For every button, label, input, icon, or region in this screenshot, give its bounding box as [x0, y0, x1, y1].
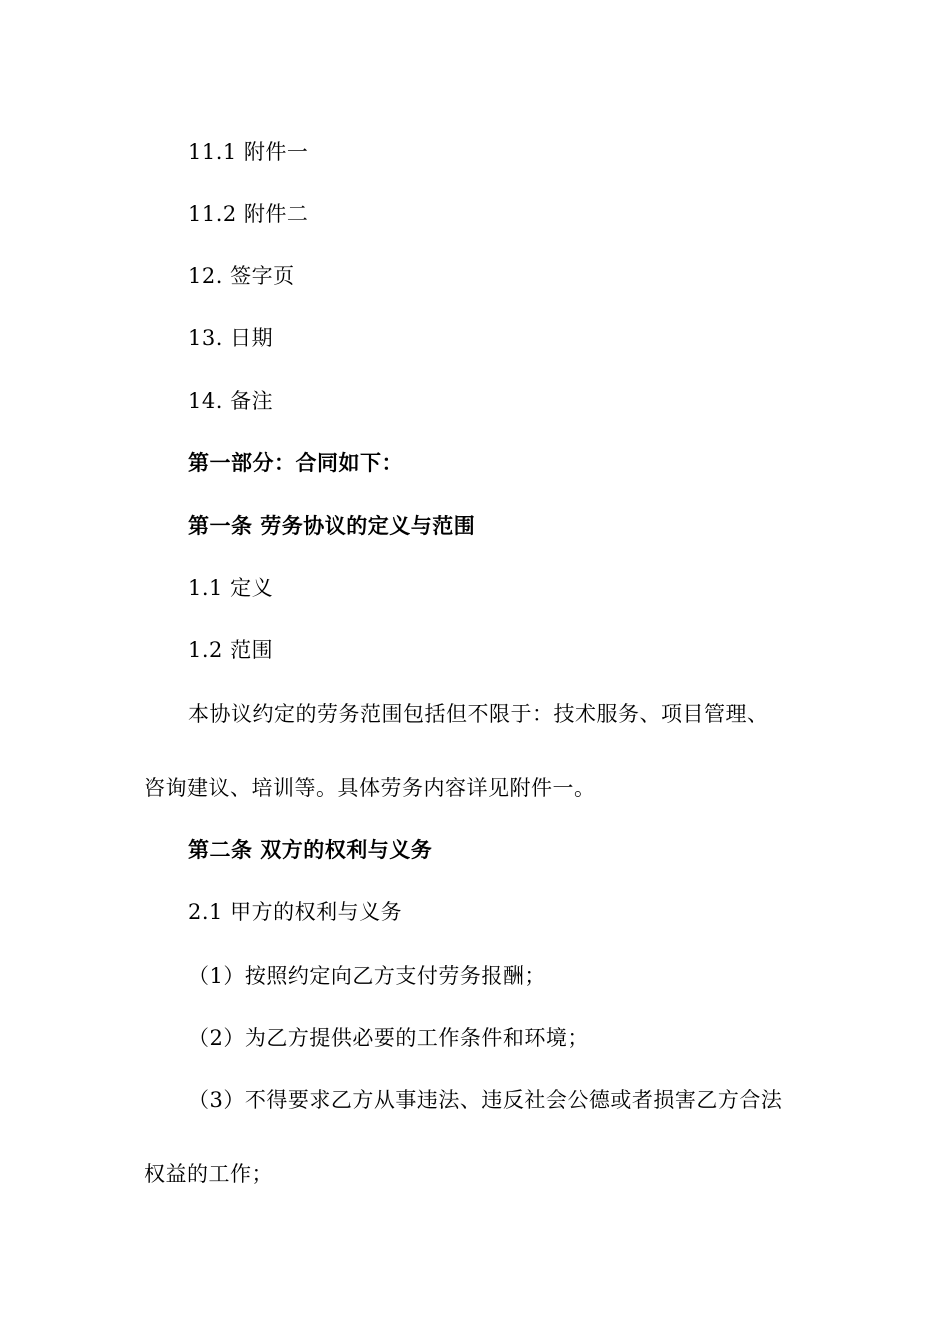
- section-1-1: 1.1 定义: [188, 576, 274, 600]
- toc-item-12: 12. 签字页: [188, 264, 295, 288]
- toc-item-11-1: 11.1 附件一: [188, 140, 309, 164]
- article-one-heading: 第一条 劳务协议的定义与范围: [188, 514, 476, 538]
- paragraph-scope-line-1: 本协议约定的劳务范围包括但不限于：技术服务、项目管理、: [188, 702, 769, 726]
- toc-item-13: 13. 日期: [188, 326, 274, 350]
- toc-item-11-2: 11.2 附件二: [188, 202, 309, 226]
- list-item-3-line-1: （3）不得要求乙方从事违法、违反社会公德或者损害乙方合法: [188, 1088, 783, 1112]
- part-one-heading: 第一部分：合同如下：: [188, 451, 403, 475]
- list-item-2: （2）为乙方提供必要的工作条件和环境；: [188, 1026, 589, 1050]
- section-2-1: 2.1 甲方的权利与义务: [188, 900, 403, 924]
- toc-item-14: 14. 备注: [188, 389, 274, 413]
- article-two-heading: 第二条 双方的权利与义务: [188, 838, 433, 862]
- section-1-2: 1.2 范围: [188, 638, 274, 662]
- paragraph-scope-line-2: 咨询建议、培训等。具体劳务内容详见附件一。: [144, 776, 596, 800]
- list-item-3-line-2: 权益的工作；: [144, 1162, 273, 1186]
- list-item-1: （1）按照约定向乙方支付劳务报酬；: [188, 964, 546, 988]
